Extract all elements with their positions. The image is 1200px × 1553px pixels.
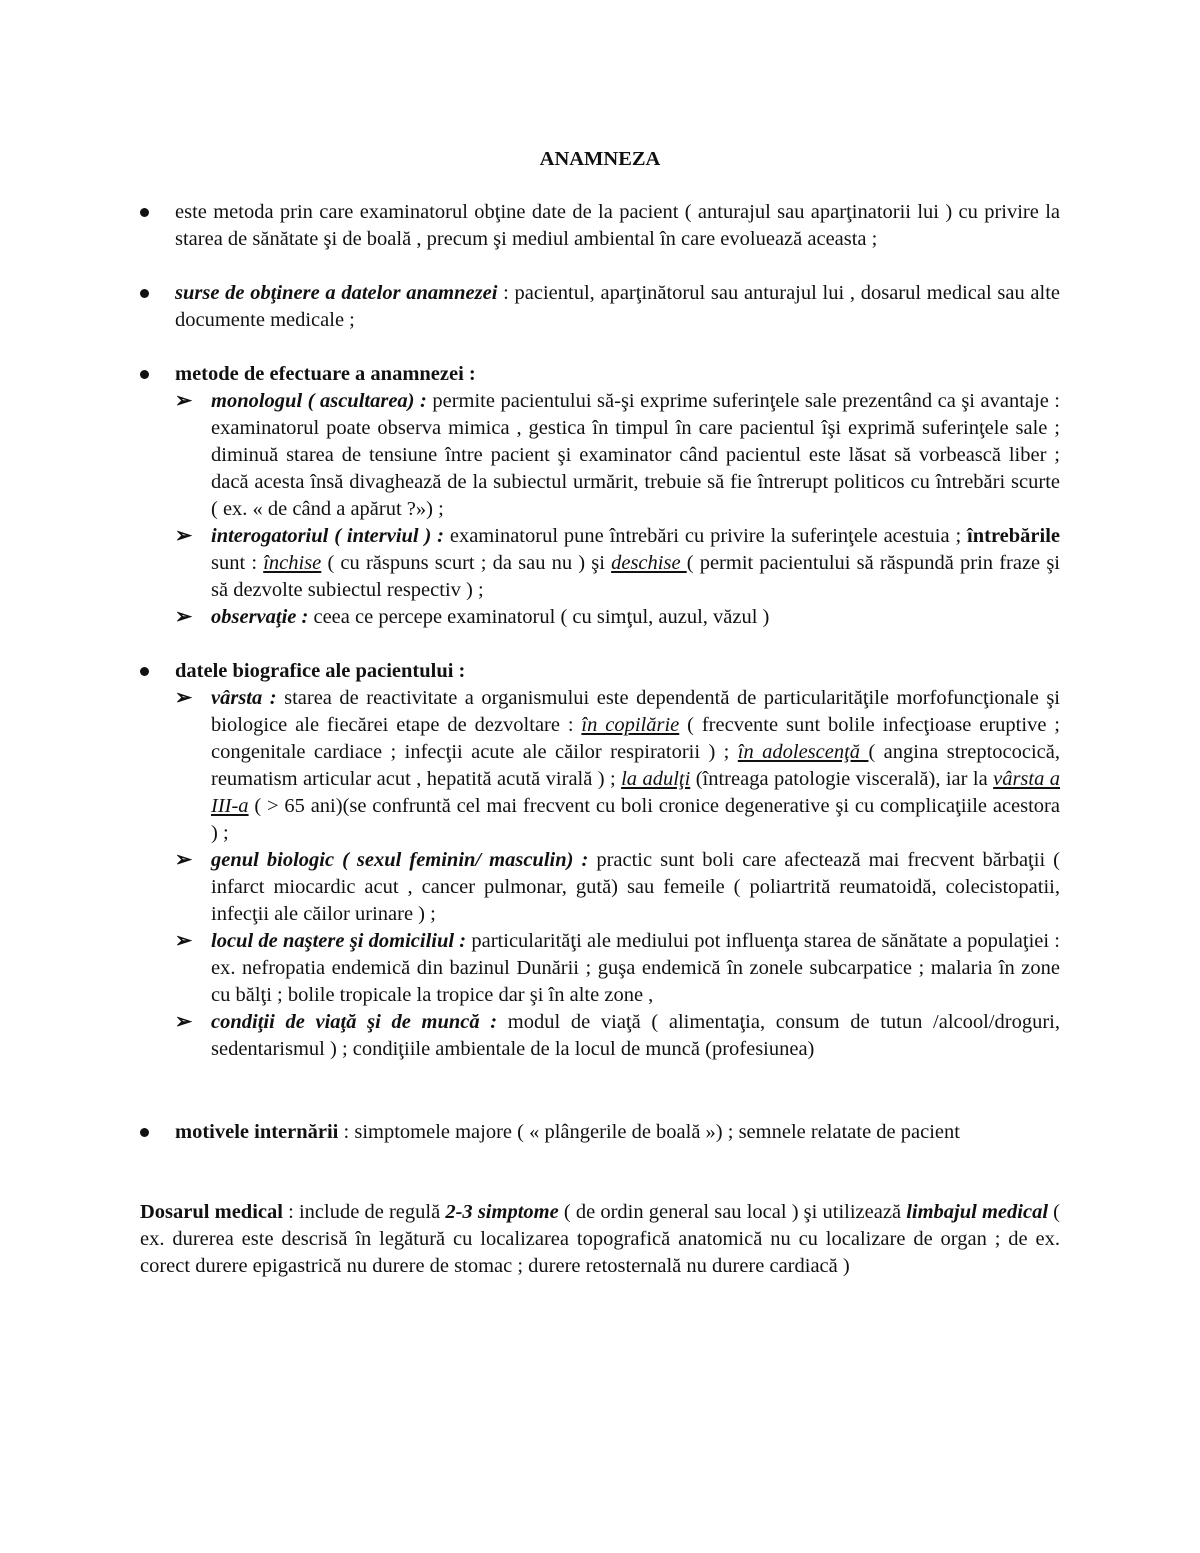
birthplace-text: particularităţi ale mediului pot influenţa starea de sănătate a populaţiei : ex. nefropatia endemică din bazinul Dunării ; guşa endemică în zonele subcarpatice ; malaria în zone cu bălţi ; bolile tropicale la tropice dar şi în alte zone ,: [211, 930, 1060, 1006]
arrowhead-bullet-icon: ➢: [175, 390, 193, 412]
arrowhead-bullet-icon: ➢: [175, 849, 193, 871]
medical-file-paragraph: Dosarul medical : include de regulă 2-3 simptome ( de ordin general sau local ) şi utilizează limbajul medical ( ex. durerea este descrisă în legătură cu localizarea topografică anatomică nu cu localizare de organ ; de ex. corect durere epigastrică nu durere de stomac ; durere retosternală nu durere cardiacă ): [140, 1201, 1061, 1277]
age-label: vârsta :: [211, 687, 277, 709]
bio-age: ➢ vârsta : starea de reactivitate a organismului este dependentă de particularităţile morfofuncţionale şi biologice ale fiecărei etape de dezvoltare : în copilărie ( frecvente sunt bolile infecţioase eruptive ; congenitale cardiace ; infecţii acute ale căilor respiratorii ) ; în adolescenţă ( angina streptococică, reumatism articular acut , hepatită acută virală ) ; la adulţi (întreaga patologie viscerală), iar la vârsta a III-a ( > 65 ani)(se confruntă cel mai frecvent cu boli cronice degenerative şi cu complicaţiile acestora ) ;: [175, 687, 1061, 844]
adults: la adulţi: [621, 768, 691, 790]
arrowhead-bullet-icon: ➢: [175, 525, 193, 547]
symptoms-count: 2-3 simptome: [445, 1201, 559, 1223]
method-observation: [175, 604, 1060, 631]
childhood: în copilărie: [581, 714, 680, 736]
interview-label: interogatoriul ( interviul ) :: [211, 525, 444, 547]
arrowhead-bullet-icon: ➢: [175, 687, 193, 709]
admission-label: motivele internării: [175, 1121, 339, 1143]
round-bullet-icon: [140, 667, 149, 676]
method-interview: ➢ interogatoriul ( interviul ) : examinatorul pune întrebări cu privire la suferinţele acestuia ; întrebările sunt : închise ( cu răspuns scurt ; da sau nu ) şi deschise ( permit pacientului să răspundă prin fraze şi să dezvolte subiectul respectiv ) ;: [175, 525, 1061, 601]
monologue-label: monologul ( ascultarea) :: [211, 390, 427, 412]
sources-label: surse de obţinere a datelor anamnezei: [175, 282, 498, 304]
bullet-methods: [140, 361, 1060, 631]
page-title: ANAMNEZA: [539, 148, 661, 170]
bullet-sources: [140, 280, 1060, 334]
bullet-biographic: [140, 658, 1060, 1063]
gender-label: genul biologic ( sexul feminin/ masculin) :: [211, 849, 589, 871]
arrowhead-bullet-icon: ➢: [175, 606, 193, 628]
biographic-label: datele biografice ale pacientului :: [175, 660, 466, 682]
observation-label: observaţie :: [211, 606, 309, 628]
bullet-admission: [140, 1119, 1060, 1146]
birthplace-label: locul de naştere şi domiciliul :: [211, 930, 467, 952]
round-bullet-icon: [140, 1128, 149, 1137]
arrowhead-bullet-icon: ➢: [175, 930, 193, 952]
conditions-text: modul de viaţă ( alimentaţia, consum de tutun /alcool/droguri, sedentarismul ) ; condiţiile ambientale de la locul de muncă (profesiunea): [211, 1011, 1060, 1060]
round-bullet-icon: [140, 289, 149, 298]
admission-text: : simptomele majore ( « plângerile de boală ») ; semnele relatate de pacient: [338, 1121, 960, 1143]
open-questions: deschise: [611, 552, 687, 574]
bio-birthplace: [175, 928, 1060, 1009]
sources-text: : pacientul, aparţinătorul sau anturajul lui , dosarul medical sau alte documente medicale ;: [175, 282, 1060, 331]
adolescence: în adolescenţă: [737, 741, 869, 763]
bullet-text: este metoda prin care examinatorul obţine date de la pacient ( anturajul sau aparţinatorii lui ) cu privire la starea de sănătate şi de boală , precum şi mediul ambiental în care evoluează aceasta ;: [175, 201, 1060, 250]
medical-file-label: Dosarul medical: [140, 1201, 283, 1223]
bio-gender: [175, 847, 1060, 928]
medical-language: limbajul medical: [906, 1201, 1049, 1223]
third-age: vârsta a III-a: [211, 768, 1061, 817]
gender-text: practic sunt boli care afectează mai frecvent bărbaţii ( infarct miocardic acut , cancer pulmonar, gută) sau femeile ( poliartrită reumatoidă, colecistopatii, infecţii ale căilor urinare ) ;: [211, 849, 1060, 925]
bio-conditions: [175, 1009, 1060, 1063]
methods-label: metode de efectuare a anamnezei :: [175, 363, 476, 385]
round-bullet-icon: [140, 370, 149, 379]
questions-label: întrebările: [967, 525, 1061, 547]
method-monologue: [175, 388, 1060, 523]
observation-text: ceea ce percepe examinatorul ( cu simţul, auzul, văzul ): [308, 606, 770, 628]
closed-questions: închise: [263, 552, 322, 574]
monologue-text: permite pacientului să-şi exprime suferinţele sale prezentând ca şi avantaje : examinatorul poate observa mimica , gestica în timpul în care pacientul îşi exprimă suferinţele sale ; diminuă starea de tensiune între pacient şi examinator când pacientul este lăsat să vorbească liber ; dacă acesta însă divaghează de la subiectul urmărit, trebuie să fie întrerupt politicos cu întrebări scurte ( ex. « de când a apărut ?») ;: [211, 390, 1060, 520]
bullet-definition: [140, 199, 1060, 253]
arrowhead-bullet-icon: ➢: [175, 1011, 193, 1033]
conditions-label: condiţii de viaţă şi de muncă :: [211, 1011, 498, 1033]
round-bullet-icon: [140, 208, 149, 217]
